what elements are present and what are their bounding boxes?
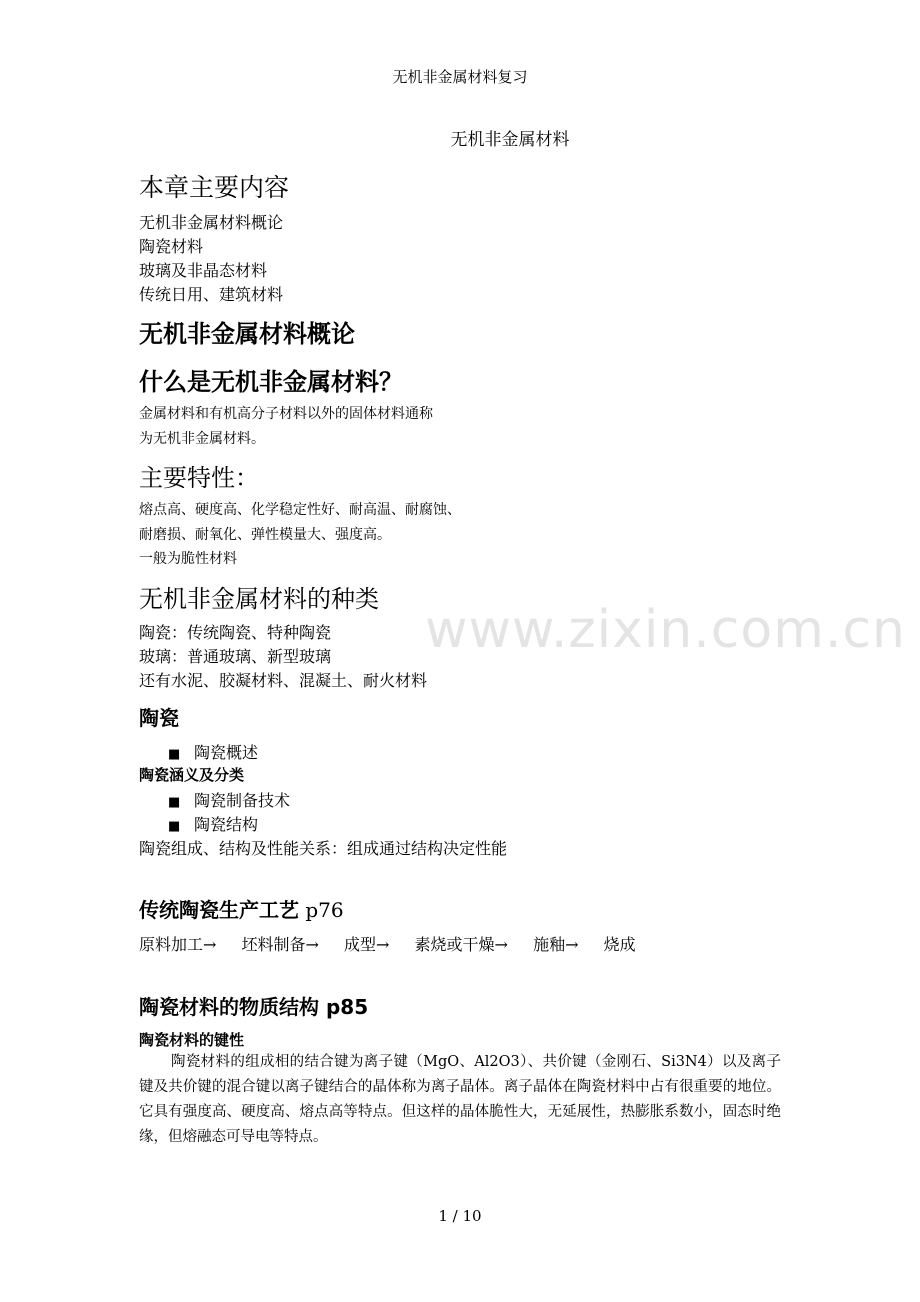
subheading: 陶瓷涵义及分类 [139, 766, 245, 784]
question-heading: 什么是无机非金属材料？ [139, 368, 403, 396]
definition-line: 金属材料和有机高分子材料以外的固体材料通称 [139, 406, 433, 422]
page-header: 无机非金属材料复习 [392, 68, 528, 86]
types-line: 陶瓷：传统陶瓷、特种陶瓷 [139, 623, 332, 642]
body-paragraph: 陶瓷材料的组成相的结合键为离子键（MgO、Al2O3）、共价键（金刚石、Si3N4）以及离子键及共价键的混合键以离子键结合的晶体称为离子晶体。离子晶体在陶瓷材料中占有很重要的地位。它具有强度高、硬度高、熔点高等特点。但这样的晶体脆性大，无延展性，热膨胀系数小，固态时绝缘，但熔融态可导电等特点。 [139, 1054, 781, 1145]
types-line: 还有水泥、胶凝材料、混凝土、耐火材料 [139, 671, 428, 690]
process-step: 烧成 [603, 935, 636, 954]
chapter-item: 传统日用、建筑材料 [139, 285, 284, 304]
watermark-text: www.zixin.com.cn [425, 600, 906, 660]
process-step: 成型→ [344, 935, 390, 954]
subheading: 陶瓷材料的键性 [139, 1031, 245, 1049]
property-line: 熔点高、硬度高、化学稳定性好、耐高温、耐腐蚀、 [139, 502, 461, 518]
types-line: 玻璃：普通玻璃、新型玻璃 [139, 647, 332, 666]
ceramics-heading: 陶瓷 [139, 706, 179, 730]
list-item: ■ 陶瓷制备技术 [168, 791, 291, 810]
process-step: 原料加工→ [139, 935, 217, 954]
process-heading: 传统陶瓷生产工艺 p76 [139, 898, 344, 922]
process-step: 施釉→ [533, 935, 579, 954]
definition-line: 为无机非金属材料。 [139, 431, 265, 447]
process-step: 坯料制备→ [241, 935, 319, 954]
page-number: 1 / 10 [438, 1207, 482, 1225]
types-heading: 无机非金属材料的种类 [139, 585, 379, 613]
properties-heading: 主要特性： [139, 464, 259, 492]
chapter-item: 玻璃及非晶态材料 [139, 261, 268, 280]
chapter-heading: 本章主要内容 [139, 173, 290, 202]
structure-heading: 陶瓷材料的物质结构 p85 [139, 995, 369, 1019]
property-line: 一般为脆性材料 [139, 551, 237, 567]
process-flow [139, 932, 656, 955]
relation-line: 陶瓷组成、结构及性能关系：组成通过结构决定性能 [139, 839, 508, 858]
property-line: 耐磨损、耐氧化、弹性模量大、强度高。 [139, 527, 391, 543]
process-step: 素烧或干燥→ [414, 935, 508, 954]
document-title: 无机非金属材料 [450, 130, 570, 150]
section-heading-intro: 无机非金属材料概论 [139, 320, 355, 348]
chapter-item: 无机非金属材料概论 [139, 213, 284, 232]
chapter-item: 陶瓷材料 [139, 237, 204, 256]
square-bullet-icon: ■ [168, 795, 181, 810]
square-bullet-icon: ■ [168, 819, 181, 834]
square-bullet-icon: ■ [168, 747, 181, 762]
list-item: ■ 陶瓷概述 [168, 743, 259, 762]
list-item: ■ 陶瓷结构 [168, 815, 259, 834]
